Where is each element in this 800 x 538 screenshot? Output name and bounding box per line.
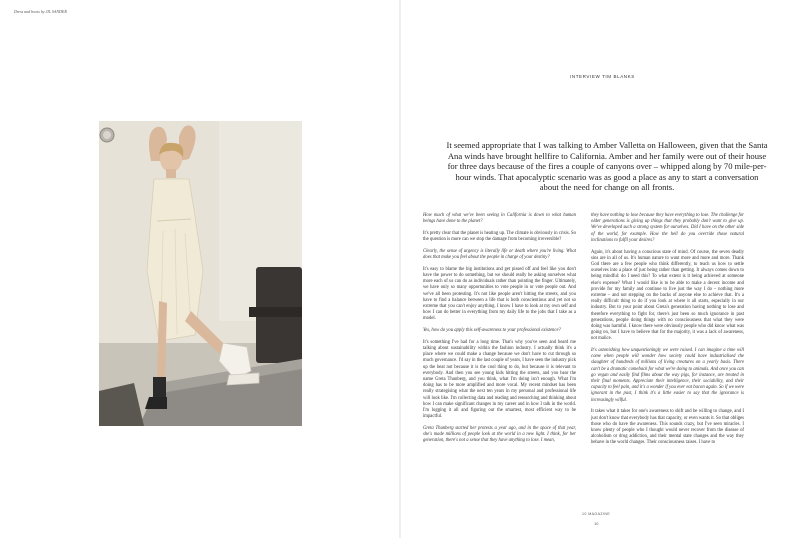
answer-paragraph: Again, it's about having a conscious state of mind. Of course, the seven deadly sins are in all of us. It's human nature to want more and more and more. Thank God there are a few people who think differently, to teach us how to settle ourselves into a place of just being rather than getting. It always comes down to being mindful: do I need this? To what extent is it being achieved at someone else's expense? What I would like is to be able to make a decent income and provide for my family and continue to live just the way I do – nothing more extreme – and not stepping on the backs of anyone else to achieve that. It's a really difficult thing to do if you look at where it all starts, especially in our industry. But to your point about Greta's generation having nothing to lose and therefore everything to fight for, there's just been so much ignorance in past generations, people doing things with no consciousness that what they were doing was harmful. I know there were obviously people who did know what was going on, but I have to believe that for the majority, it was a lack of awareness, not malice.: [591, 249, 744, 342]
fashion-photo: [99, 121, 302, 426]
footer-page-number: 10: [594, 521, 599, 526]
article-column-right: [591, 213, 744, 452]
answer-paragraph: It's pretty clear that the planet is heating up. The climate is obviously in crisis. So the question is more can we stop the damage from becoming irreversible?: [423, 230, 576, 243]
page-gutter: [399, 0, 401, 538]
question-paragraph: It's astonishing how unquestioningly we were raised. I can imagine a time will come when people will wonder how society could have industrialised the slaughter of hundreds of millions of living creatures on a yearly basis. There can't be a dramatic comeback for what we're doing to animals. And once you can go vegan and easily find films about the way pigs, for instance, are treated in their final moments. Appreciate their intelligence, their sociability, and their capacity to feel pain, and it's a wonder if you ever eat bacon again. So if we were ignorant in the past, I think it's a little easier to say that the ignorance is increasingly wilful.: [591, 348, 744, 403]
answer-paragraph: It's something I've had for a long time. That's why you've seen and heard me talking about sustainability within the fashion industry. I actually think it's a place where we could make a change because we don't have to cut through so much governance. I'd say in the last couple of years, I have seen the industry pick up the beat not because it is the cool thing to do, but because it is relevant to everybody. And then you see young kids hitting the streets, and you hear the name Greta Thunberg, and you think, what I'm doing isn't enough. What I'm doing has to be more amplified and more vocal. My recent mindset has been really strategising what the next ten years in my personal and professional life will look like. I'm collecting data and reading and researching and thinking about how I can make significant changes in my career and in how I talk in the world. I'm logging it all and figuring out the smartest, most efficient way to be impactful.: [423, 339, 577, 420]
footer-magazine-name: 10 MAGAZINE: [582, 512, 611, 516]
intro-text: It seemed appropriate that I was talking to Amber Valletta on Halloween, given that the Santa Ana winds have brought hellfire to California. Amber and her family were out of their house for three days because of the fires a couple of canyons over – whipped along by 70 mile-per-hour winds. That apocalyptic scenario was as good a place as any to start a conversation about the need for change on all fronts.: [446, 140, 768, 193]
question-paragraph: Clearly, the sense of urgency is literally life or death where you're living. What does that make you feel about the people in charge of your destiny?: [423, 248, 576, 261]
question-paragraph: Yes, how do you apply this self-awareness to your professional existence?: [423, 328, 561, 334]
question-paragraph: Greta Thunberg started her protests a year ago, and in the space of that year, she's made millions of people look at the world in a new light. I think, for her generation, there's not a sense that they have anything to lose. I mean,: [423, 425, 576, 444]
answer-paragraph: It's easy to blame the big institutions and get pissed off and feel like you don't have the power to do something, but we should really be asking ourselves what more each of us can do as individuals rather than pointing the finger. Ultimately, we have only so many opportunities to vote people in or vote people out. And we've all been protesting. It's not like people aren't hitting the streets, and you have to find a balance between a life that is both conscientious and yet not so extreme that you can't enjoy anything. I know I have to look at my own self and how I can do better in everything from my daily life to the jobs that I take as a model.: [423, 266, 576, 322]
question-paragraph: How much of what we've been seeing in California is down to what human beings have done to the planet?: [423, 213, 576, 225]
intro-paragraph: [446, 140, 768, 193]
answer-paragraph: It takes what it takes for one's awareness to shift and be willing to change, and I just don't know that everybody has that capacity, or even wants it. So that obliges those who do have the awareness. This sounds crazy, but I've seen miracles. I know plenty of people who I thought would never recover from the disease of alcoholism or drug addiction, and their mental state changes and the way they behave in the world changes. Their consciousness raises. I have to: [591, 409, 744, 446]
question-paragraph: they have nothing to lose because they have everything to lose. The challenge for older generations is giving up things that they probably don't want to give up. We've developed such a strong system for ourselves. Did I have on the other side of the world, for example. How the hell do you override those natural inclinations to fulfil your desires?: [591, 213, 744, 243]
photo-credit: Dress and boots by JIL SANDER: [14, 9, 67, 14]
section-label: INTERVIEW TIM BLANKS: [570, 74, 635, 79]
article-column-left: [423, 213, 576, 450]
